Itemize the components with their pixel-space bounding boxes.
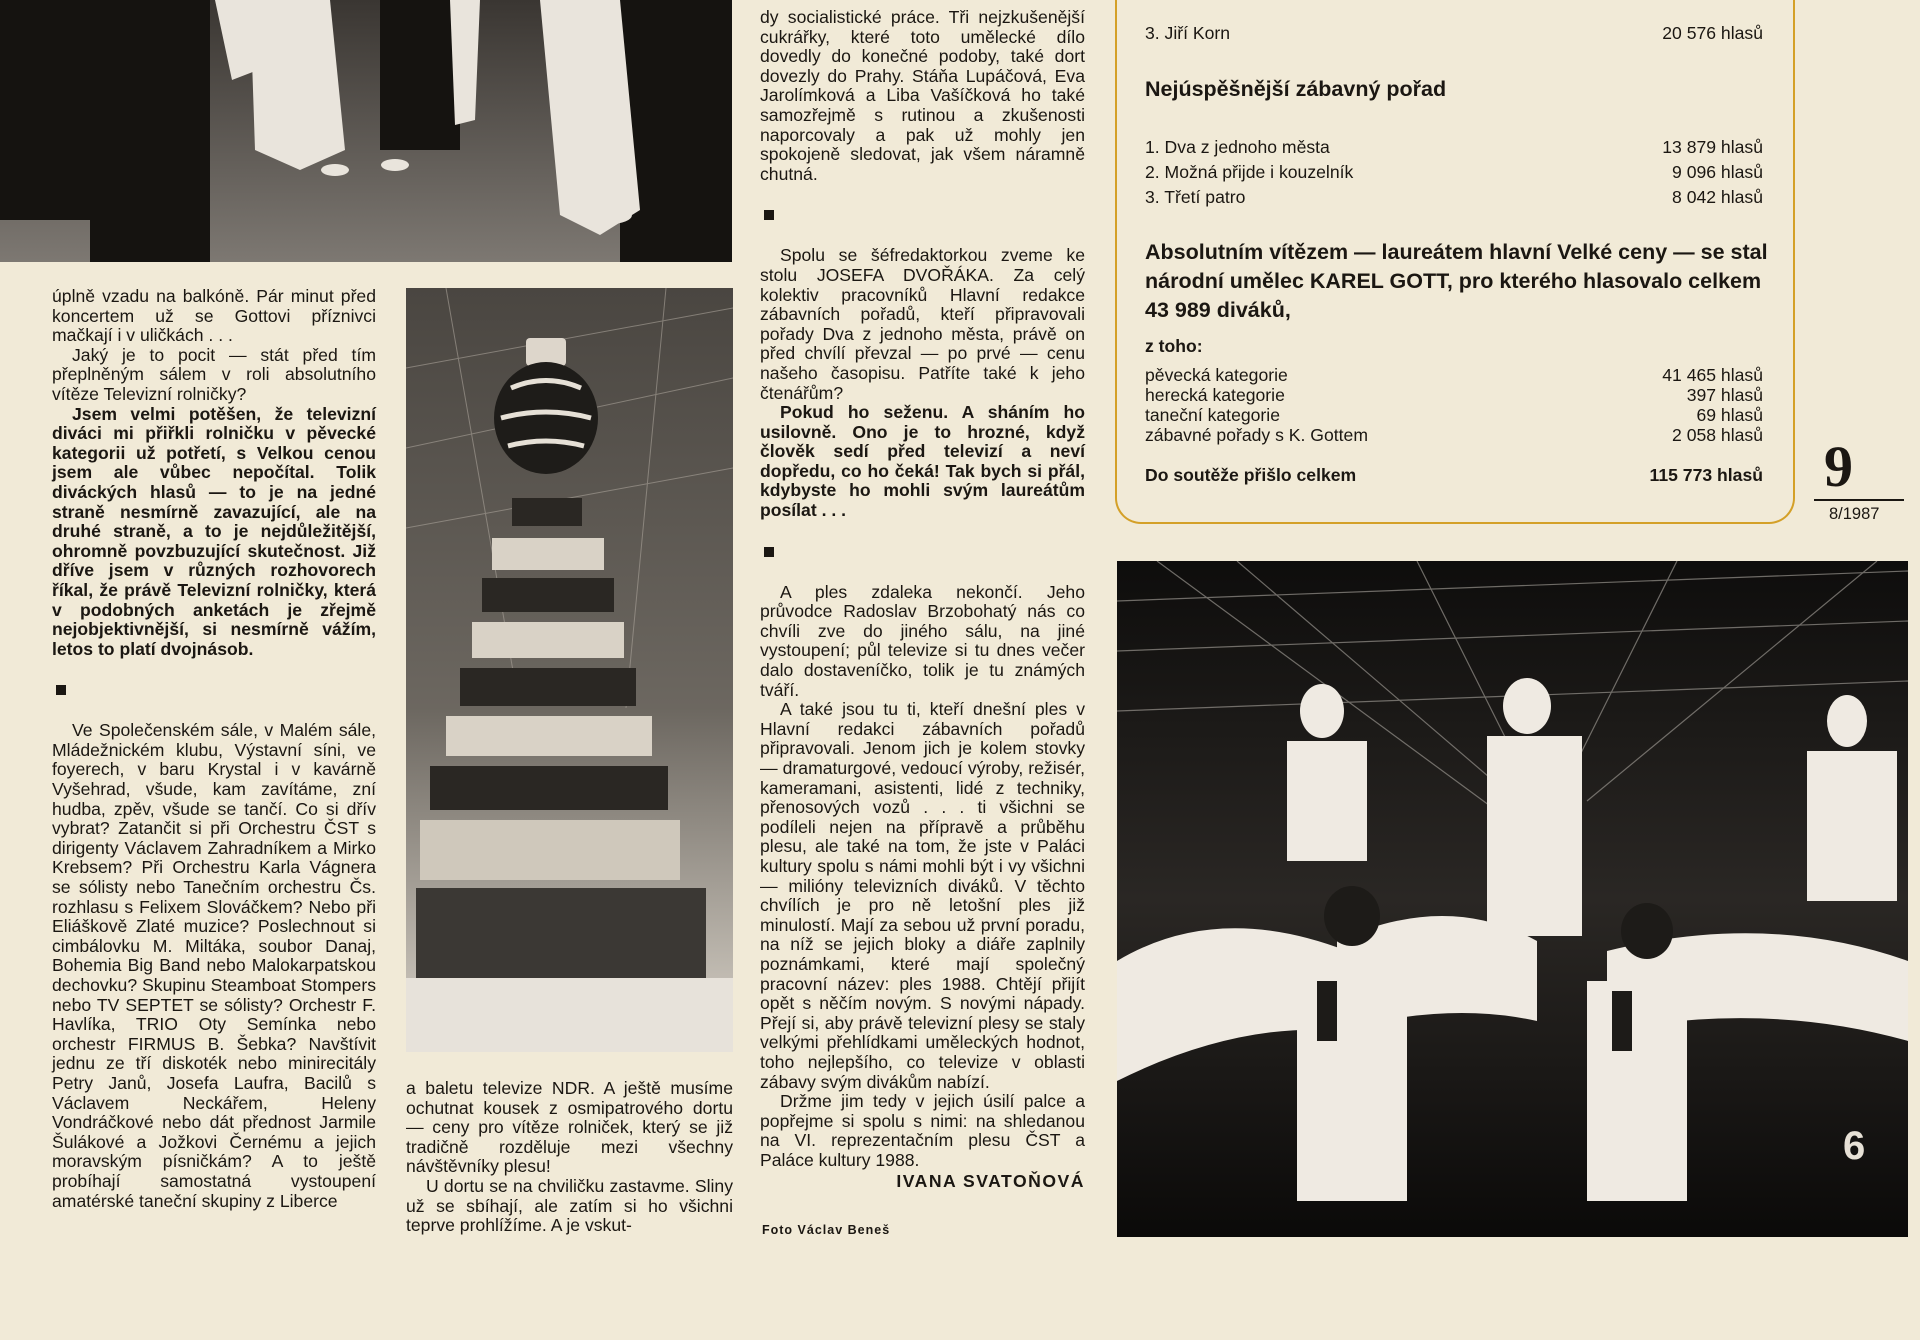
result-row-3 <box>1145 23 1763 44</box>
issue-number: 8/1987 <box>1829 505 1880 523</box>
result-value: 41 465 hlasů <box>1662 365 1763 385</box>
result-label: 3. Třetí patro <box>1145 187 1246 207</box>
result-value: 20 576 hlasů <box>1662 23 1763 43</box>
middle-paragraph-2: U dortu se na chviličku zastavme. Sliny už se sbíhají, ale zatím si ho všichni teprve prohlížíme. A je vskut- <box>406 1175 733 1236</box>
result-value: 69 hlasů <box>1696 405 1763 425</box>
result-label: zábavné pořady s K. Gottem <box>1145 425 1368 445</box>
right-paragraph-1: dy socialistické práce. Tři nejzkušenější cukrářky, které toto umělecké dílo dovedly do konečné podoby, také dort dovezly do Prahy. Stáňa Lupáčová, Eva Jarolímková a Liba Vašíčková ho také samozřejmě s rutinou a zkušenosti naporcovaly a pak už mohly jen spokojeně sledovat, jak všem náramně chutná. <box>760 7 1085 184</box>
middle-article-column <box>406 1079 733 1236</box>
ballroom-dancers-photo <box>0 0 732 262</box>
folk-ensemble-photo <box>1117 561 1908 1237</box>
breakdown-row <box>1145 405 1763 426</box>
total-value: 115 773 hlasů <box>1649 465 1763 485</box>
result-value <box>1662 0 1763 2</box>
left-paragraph-3: Jsem velmi potěšen, že televizní diváci mi přiřkli rolničku v pěvecké kategorii už potřetí, s Velkou cenou jsem ale vůbec nepočítal. Tolik diváckých hlasů — to je na jedné straně nesmírně zavazující, ale na druhé straně, a to je nejdůležitější, ohromně povzbuzující skutečnost. Již dříve jsem v různých rozhovorech říkal, že právě Televizní rolničky, která v podobných anketách je zřejmě nejobjektivnější, si nesmírně vážím, letos to platí dvojnásob. <box>52 403 376 659</box>
middle-paragraph-1: a baletu televize NDR. A ještě musíme ochutnat kousek z osmipatrového dortu — ceny pro vítěze rolniček, který se již tradičně rozděluje mezi všechny návštěvníky plesu! <box>406 1078 733 1177</box>
total-row <box>1145 465 1763 486</box>
breakdown-row <box>1145 425 1763 446</box>
absolute-winner-text: Absolutním vítězem — laureátem hlavní Velké ceny — se stal národní umělec KAREL GOTT, pro kterého hlasovalo celkem 43 989 diváků, <box>1145 240 1768 322</box>
breakdown-row <box>1145 385 1763 406</box>
left-article-column <box>52 287 376 1211</box>
result-label: taneční kategorie <box>1145 405 1280 425</box>
author-signature: IVANA SVATOŇOVÁ <box>896 1171 1085 1192</box>
result-value: 8 042 hlasů <box>1672 187 1763 207</box>
left-paragraph-1: úplně vzadu na balkóně. Pár minut před koncertem už se Gottovi příznivci mačkají i v uličkách . . . <box>52 286 376 346</box>
result-row-cut <box>1145 0 1763 3</box>
result-label: herecká kategorie <box>1145 385 1285 405</box>
breakdown-row <box>1145 365 1763 386</box>
right-article-column <box>760 8 1085 1192</box>
entertainment-category-title: Nejúspěšnější zábavný pořad <box>1145 77 1447 101</box>
result-label: 3. Jiří Korn <box>1145 23 1231 43</box>
photo-credit: Foto Václav Beneš <box>762 1223 891 1237</box>
right-paragraph-2: Spolu se šéfredaktorkou zveme ke stolu JOSEFA DVOŘÁKA. Za celý kolektiv pracovníků Hlavní redakce zábavních pořadů, kteří připravovali pořady Dva z jednoho města, právě on před chvílí převzal — po prvé — cenu našeho časopisu. Patříte také k jeho čtenářům? <box>760 245 1085 403</box>
poll-results-box <box>1115 0 1795 524</box>
photo-number: 6 <box>1843 1124 1866 1168</box>
result-value: 9 096 hlasů <box>1672 162 1763 182</box>
right-paragraph-3: Pokud ho seženu. A sháním ho usilovně. Ono je to hrozné, když člověk sedí před televizí a neví dopředu, co ho čeká! Tak bych si přál, kdybyste ho mohli svým laureátům posílat . . . <box>760 402 1085 521</box>
of-which-label: z toho: <box>1145 336 1203 356</box>
page-number-rule <box>1814 499 1904 501</box>
left-paragraph-4: Ve Společenském sále, v Malém sále, Mládežnickém klubu, Výstavní síni, ve foyerech, v baru Krystal i v kavárně Vyšehrad, všude, kam zavítáme, zní hudba, zpěv, všude se tančí. Co si dřív vybrat? Zatančit si při Orchestru ČST s dirigenty Václavem Zahradníkem a Mirko Krebsem? Při Orchestru Karla Vágnera se sólisty nebo Tanečním orchestru Čs. rozhlasu s Felixem Slováčkem? Nebo při Eliáškově Zlaté muzice? Poslechnout si cimbálovku M. Miltáka, soubor Danaj, Bohemia Big Band nebo Malokarpatskou dechovku? Skupinu Steamboat Stompers nebo TV SEPTET se sólisty? Orchestr F. Havlíka, TRIO Oty Semínka nebo orchestr FIRMUS B. Šebka? Navštívit jednu ze tří diskoték nebo minirecitály Petry Janů, Josefa Laufra, Bacilů s Václavem Neckářem, Heleny Vondráčkové nebo dát přednost Jarmile Šulákové a Jožkovi Černému a jejich moravským písničkám? A to ještě probíhají samostatná vystoupení amatérské taneční skupiny z Liberce <box>52 720 376 1211</box>
section-divider-square <box>764 547 774 557</box>
entertainment-row <box>1145 162 1763 183</box>
result-value: 2 058 hlasů <box>1672 425 1763 445</box>
section-divider-square <box>764 210 774 220</box>
entertainment-row <box>1145 187 1763 208</box>
left-paragraph-2: Jaký je to pocit — stát před tím přeplněným sálem v roli absolutního vítěze Televizní rolničky? <box>52 344 376 404</box>
result-label: 1. Dva z jednoho města <box>1145 137 1330 157</box>
right-paragraph-5: A také jsou tu ti, kteří dnešní ples v Hlavní redakci zábavních pořadů připravovali. Jenom jich je kolem stovky — dramaturgové, vedoucí výroby, režisér, kameramani, asistenti, lidé z techniky, přenosových vozů . . . ti všichni se podíleli nejen na přípravě a průběhu plesu, ale také na tom, že jste v Paláci kultury spolu s námi mohli být i vy všichni — milióny televizních diváků. V těchto chvílích je pro ně letošní ples již minulostí. Mají za sebou už první poradu, na níž se jejich bloky a diáře zaplnily poznámkami, které mají společný pracovní název: ples 1988. Chtějí přijít opět s něčím novým. S novými nápady. Přejí si, aby právě televizní plesy se staly velkými přehlídkami uměleckých hodnot, toho nejlepšího, co televize v oblasti zábavy svým divákům nabízí. <box>760 699 1085 1092</box>
right-paragraph-4: A ples zdaleka nekončí. Jeho průvodce Radoslav Brzobohatý nás co chvíli zve do jiného sálu, na jiné vystoupení; půl televize si tu dnes večer dalo dostaveníčko, tolik je tu známých tváří. <box>760 581 1085 700</box>
right-paragraph-6: Držme jim tedy v jejich úsilí palce a popřejme si spolu s nimi: na shledanou na VI. reprezentačním plesu ČST a Paláce kultury 1988. <box>760 1091 1085 1170</box>
result-label: pěvecká kategorie <box>1145 365 1288 385</box>
result-value: 397 hlasů <box>1686 385 1763 405</box>
result-value: 13 879 hlasů <box>1662 137 1763 157</box>
result-label <box>1145 0 1245 1</box>
total-label: Do soutěže přišlo celkem <box>1145 465 1357 485</box>
page-number: 9 <box>1824 434 1853 499</box>
section-divider-square <box>56 685 66 695</box>
result-label: 2. Možná přijde i kouzelník <box>1145 162 1354 182</box>
cake-photo <box>406 288 733 1052</box>
entertainment-row <box>1145 137 1763 158</box>
